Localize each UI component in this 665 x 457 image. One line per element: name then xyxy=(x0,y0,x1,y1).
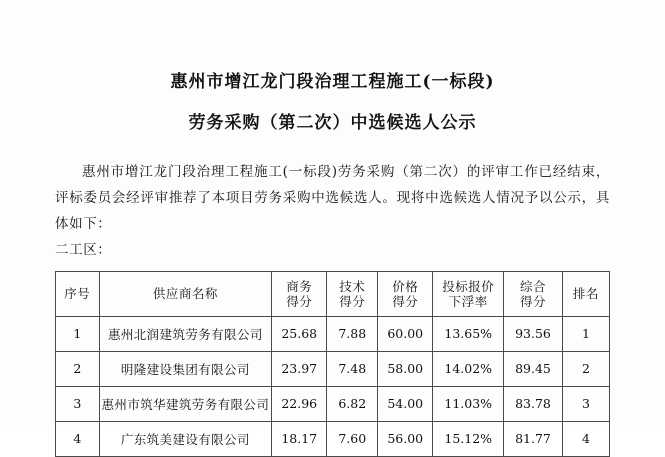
column-header-index-text: 序号 xyxy=(64,286,91,302)
section-label: 二工区： xyxy=(55,241,112,258)
column-header-rank xyxy=(562,271,609,316)
column-header-tech-score-line2: 得分 xyxy=(339,293,366,309)
cell-total-score: 81.77 xyxy=(504,421,563,456)
cell-business-score: 25.68 xyxy=(272,316,327,351)
column-header-rank-text: 排名 xyxy=(572,286,599,302)
cell-rank: 1 xyxy=(562,316,609,351)
column-header-price-score-line1: 价格 xyxy=(392,278,419,294)
table-header-row xyxy=(56,271,610,316)
cell-index: 1 xyxy=(56,316,100,351)
cell-business-score: 23.97 xyxy=(272,351,327,386)
page-title-line-2: 劳务采购（第二次）中选候选人公示 xyxy=(188,113,477,134)
cell-index: 4 xyxy=(56,421,100,456)
cell-tech-score: 7.60 xyxy=(327,421,378,456)
cell-tech-score: 7.48 xyxy=(327,351,378,386)
column-header-supplier xyxy=(99,271,272,316)
column-header-total-score-line2: 得分 xyxy=(519,293,546,309)
cell-price-score: 54.00 xyxy=(378,386,433,421)
cell-discount-rate: 14.02% xyxy=(433,351,504,386)
cell-supplier: 明隆建设集团有限公司 xyxy=(99,351,272,386)
column-header-discount-rate xyxy=(433,271,504,316)
table-body xyxy=(56,316,610,456)
cell-tech-score: 7.88 xyxy=(327,316,378,351)
cell-rank: 4 xyxy=(562,421,609,456)
cell-business-score: 18.17 xyxy=(272,421,327,456)
candidates-table xyxy=(55,271,610,457)
cell-rank: 2 xyxy=(562,351,609,386)
column-header-business-score-line1: 商务 xyxy=(286,278,313,294)
cell-total-score: 93.56 xyxy=(504,316,563,351)
column-header-price-score-line2: 得分 xyxy=(392,293,419,309)
column-header-price-score xyxy=(378,271,433,316)
announcement-paragraph: 惠州市增江龙门段治理工程施工(一标段)劳务采购（第二次）的评审工作已经结束，评标委员会经评审推荐了本项目劳务采购中选候选人。现将中选候选人情况予以公示，具体如下： xyxy=(55,163,610,232)
document-title-block xyxy=(55,0,610,134)
column-header-tech-score-line1: 技术 xyxy=(339,278,366,294)
cell-price-score: 60.00 xyxy=(378,316,433,351)
cell-index: 3 xyxy=(56,386,100,421)
column-header-total-score-line1: 综合 xyxy=(519,278,546,294)
table-row xyxy=(56,386,610,421)
column-header-business-score-line2: 得分 xyxy=(286,293,313,309)
cell-business-score: 22.96 xyxy=(272,386,327,421)
cell-discount-rate: 15.12% xyxy=(433,421,504,456)
cell-rank: 3 xyxy=(562,386,609,421)
cell-total-score: 83.78 xyxy=(504,386,563,421)
cell-discount-rate: 11.03% xyxy=(433,386,504,421)
cell-price-score: 56.00 xyxy=(378,421,433,456)
column-header-discount-rate-line2: 下浮率 xyxy=(448,293,488,309)
cell-index: 2 xyxy=(56,351,100,386)
table-row xyxy=(56,316,610,351)
column-header-index xyxy=(56,271,100,316)
cell-tech-score: 6.82 xyxy=(327,386,378,421)
page-title-line-1: 惠州市增江龙门段治理工程施工(一标段) xyxy=(170,72,495,92)
cell-discount-rate: 13.65% xyxy=(433,316,504,351)
column-header-business-score xyxy=(272,271,327,316)
column-header-discount-rate-line1: 投标报价 xyxy=(442,278,495,294)
table-row xyxy=(56,351,610,386)
cell-total-score: 89.45 xyxy=(504,351,563,386)
cell-supplier: 广东筑美建设有限公司 xyxy=(99,421,272,456)
column-header-supplier-text: 供应商名称 xyxy=(152,286,218,302)
cell-price-score: 58.00 xyxy=(378,351,433,386)
table-header xyxy=(56,271,610,316)
column-header-tech-score xyxy=(327,271,378,316)
cell-supplier: 惠州北润建筑劳务有限公司 xyxy=(99,316,272,351)
column-header-total-score xyxy=(504,271,563,316)
cell-supplier: 惠州市筑华建筑劳务有限公司 xyxy=(99,386,272,421)
table-row xyxy=(56,421,610,456)
